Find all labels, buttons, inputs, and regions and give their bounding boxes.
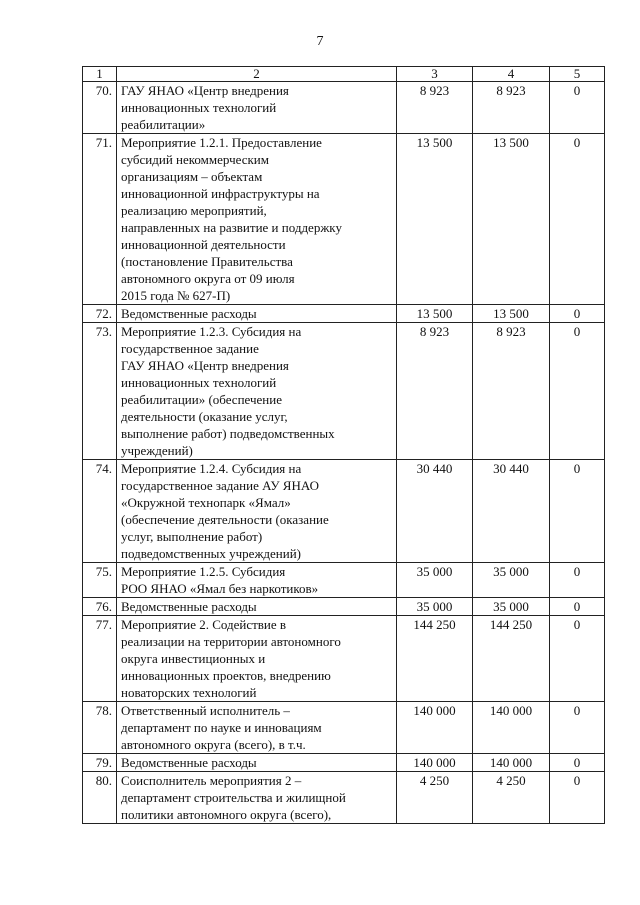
budget-table — [82, 66, 605, 824]
row-value-col5: 0 — [550, 305, 605, 323]
row-number: 73. — [83, 323, 117, 460]
table-row — [83, 82, 605, 134]
row-number: 71. — [83, 134, 117, 305]
row-description: Соисполнитель мероприятия 2 – департамент строительства и жилищной политики автономного округа (всего), — [117, 772, 397, 824]
table-row — [83, 772, 605, 824]
row-value-col3: 140 000 — [397, 702, 473, 754]
row-value-col4: 8 923 — [473, 323, 550, 460]
column-header-4: 4 — [473, 67, 550, 82]
row-value-col3: 30 440 — [397, 460, 473, 563]
row-description: Мероприятие 1.2.5. Субсидия РОО ЯНАО «Ямал без наркотиков» — [117, 563, 397, 598]
column-header-3: 3 — [397, 67, 473, 82]
row-value-col4: 140 000 — [473, 754, 550, 772]
table-row — [83, 598, 605, 616]
column-header-1: 1 — [83, 67, 117, 82]
row-description: Ведомственные расходы — [117, 754, 397, 772]
row-number: 79. — [83, 754, 117, 772]
table-row — [83, 616, 605, 702]
row-number: 74. — [83, 460, 117, 563]
column-header-2: 2 — [117, 67, 397, 82]
row-number: 72. — [83, 305, 117, 323]
row-value-col3: 8 923 — [397, 323, 473, 460]
row-description: Мероприятие 2. Содействие в реализации на территории автономного округа инвестиционных и инновационных проектов, внедрению новаторских технологий — [117, 616, 397, 702]
table-row — [83, 702, 605, 754]
row-description: Ведомственные расходы — [117, 598, 397, 616]
row-description: Ведомственные расходы — [117, 305, 397, 323]
row-value-col4: 13 500 — [473, 305, 550, 323]
row-value-col5: 0 — [550, 323, 605, 460]
row-description: Мероприятие 1.2.4. Субсидия на государственное задание АУ ЯНАО «Окружной технопарк «Ямал» (обеспечение деятельности (оказание услуг, выполнение работ) подведомственных учреждений) — [117, 460, 397, 563]
column-header-5: 5 — [550, 67, 605, 82]
row-value-col5: 0 — [550, 754, 605, 772]
row-value-col4: 13 500 — [473, 134, 550, 305]
row-value-col3: 13 500 — [397, 305, 473, 323]
row-value-col4: 35 000 — [473, 598, 550, 616]
table-row — [83, 134, 605, 305]
row-number: 70. — [83, 82, 117, 134]
table-header-row — [83, 67, 605, 82]
row-description: Ответственный исполнитель – департамент по науке и инновациям автономного округа (всего), в т.ч. — [117, 702, 397, 754]
row-value-col4: 35 000 — [473, 563, 550, 598]
table-row — [83, 754, 605, 772]
row-description: Мероприятие 1.2.3. Субсидия на государственное задание ГАУ ЯНАО «Центр внедрения инновационных технологий реабилитации» (обеспечение деятельности (оказание услуг, выполнение работ) подведомственных учреждений) — [117, 323, 397, 460]
row-value-col5: 0 — [550, 563, 605, 598]
row-value-col3: 4 250 — [397, 772, 473, 824]
table-row — [83, 460, 605, 563]
row-description: Мероприятие 1.2.1. Предоставление субсидий некоммерческим организациям – объектам инновационной инфраструктуры на реализацию мероприятий, направленных на развитие и поддержку инновационной деятельности (постановление Правительства автономного округа от 09 июля 2015 года № 627-П) — [117, 134, 397, 305]
row-number: 78. — [83, 702, 117, 754]
row-value-col3: 13 500 — [397, 134, 473, 305]
row-number: 76. — [83, 598, 117, 616]
row-value-col3: 8 923 — [397, 82, 473, 134]
row-number: 77. — [83, 616, 117, 702]
row-value-col3: 140 000 — [397, 754, 473, 772]
row-number: 75. — [83, 563, 117, 598]
row-value-col5: 0 — [550, 134, 605, 305]
row-value-col5: 0 — [550, 460, 605, 563]
row-number: 80. — [83, 772, 117, 824]
row-description: ГАУ ЯНАО «Центр внедрения инновационных технологий реабилитации» — [117, 82, 397, 134]
row-value-col4: 30 440 — [473, 460, 550, 563]
row-value-col5: 0 — [550, 598, 605, 616]
table-row — [83, 563, 605, 598]
row-value-col4: 4 250 — [473, 772, 550, 824]
table-row — [83, 305, 605, 323]
row-value-col3: 35 000 — [397, 598, 473, 616]
page-number: 7 — [316, 34, 324, 49]
row-value-col3: 144 250 — [397, 616, 473, 702]
row-value-col5: 0 — [550, 702, 605, 754]
table-row — [83, 323, 605, 460]
row-value-col4: 140 000 — [473, 702, 550, 754]
row-value-col4: 8 923 — [473, 82, 550, 134]
row-value-col5: 0 — [550, 616, 605, 702]
row-value-col5: 0 — [550, 772, 605, 824]
row-value-col3: 35 000 — [397, 563, 473, 598]
row-value-col5: 0 — [550, 82, 605, 134]
row-value-col4: 144 250 — [473, 616, 550, 702]
